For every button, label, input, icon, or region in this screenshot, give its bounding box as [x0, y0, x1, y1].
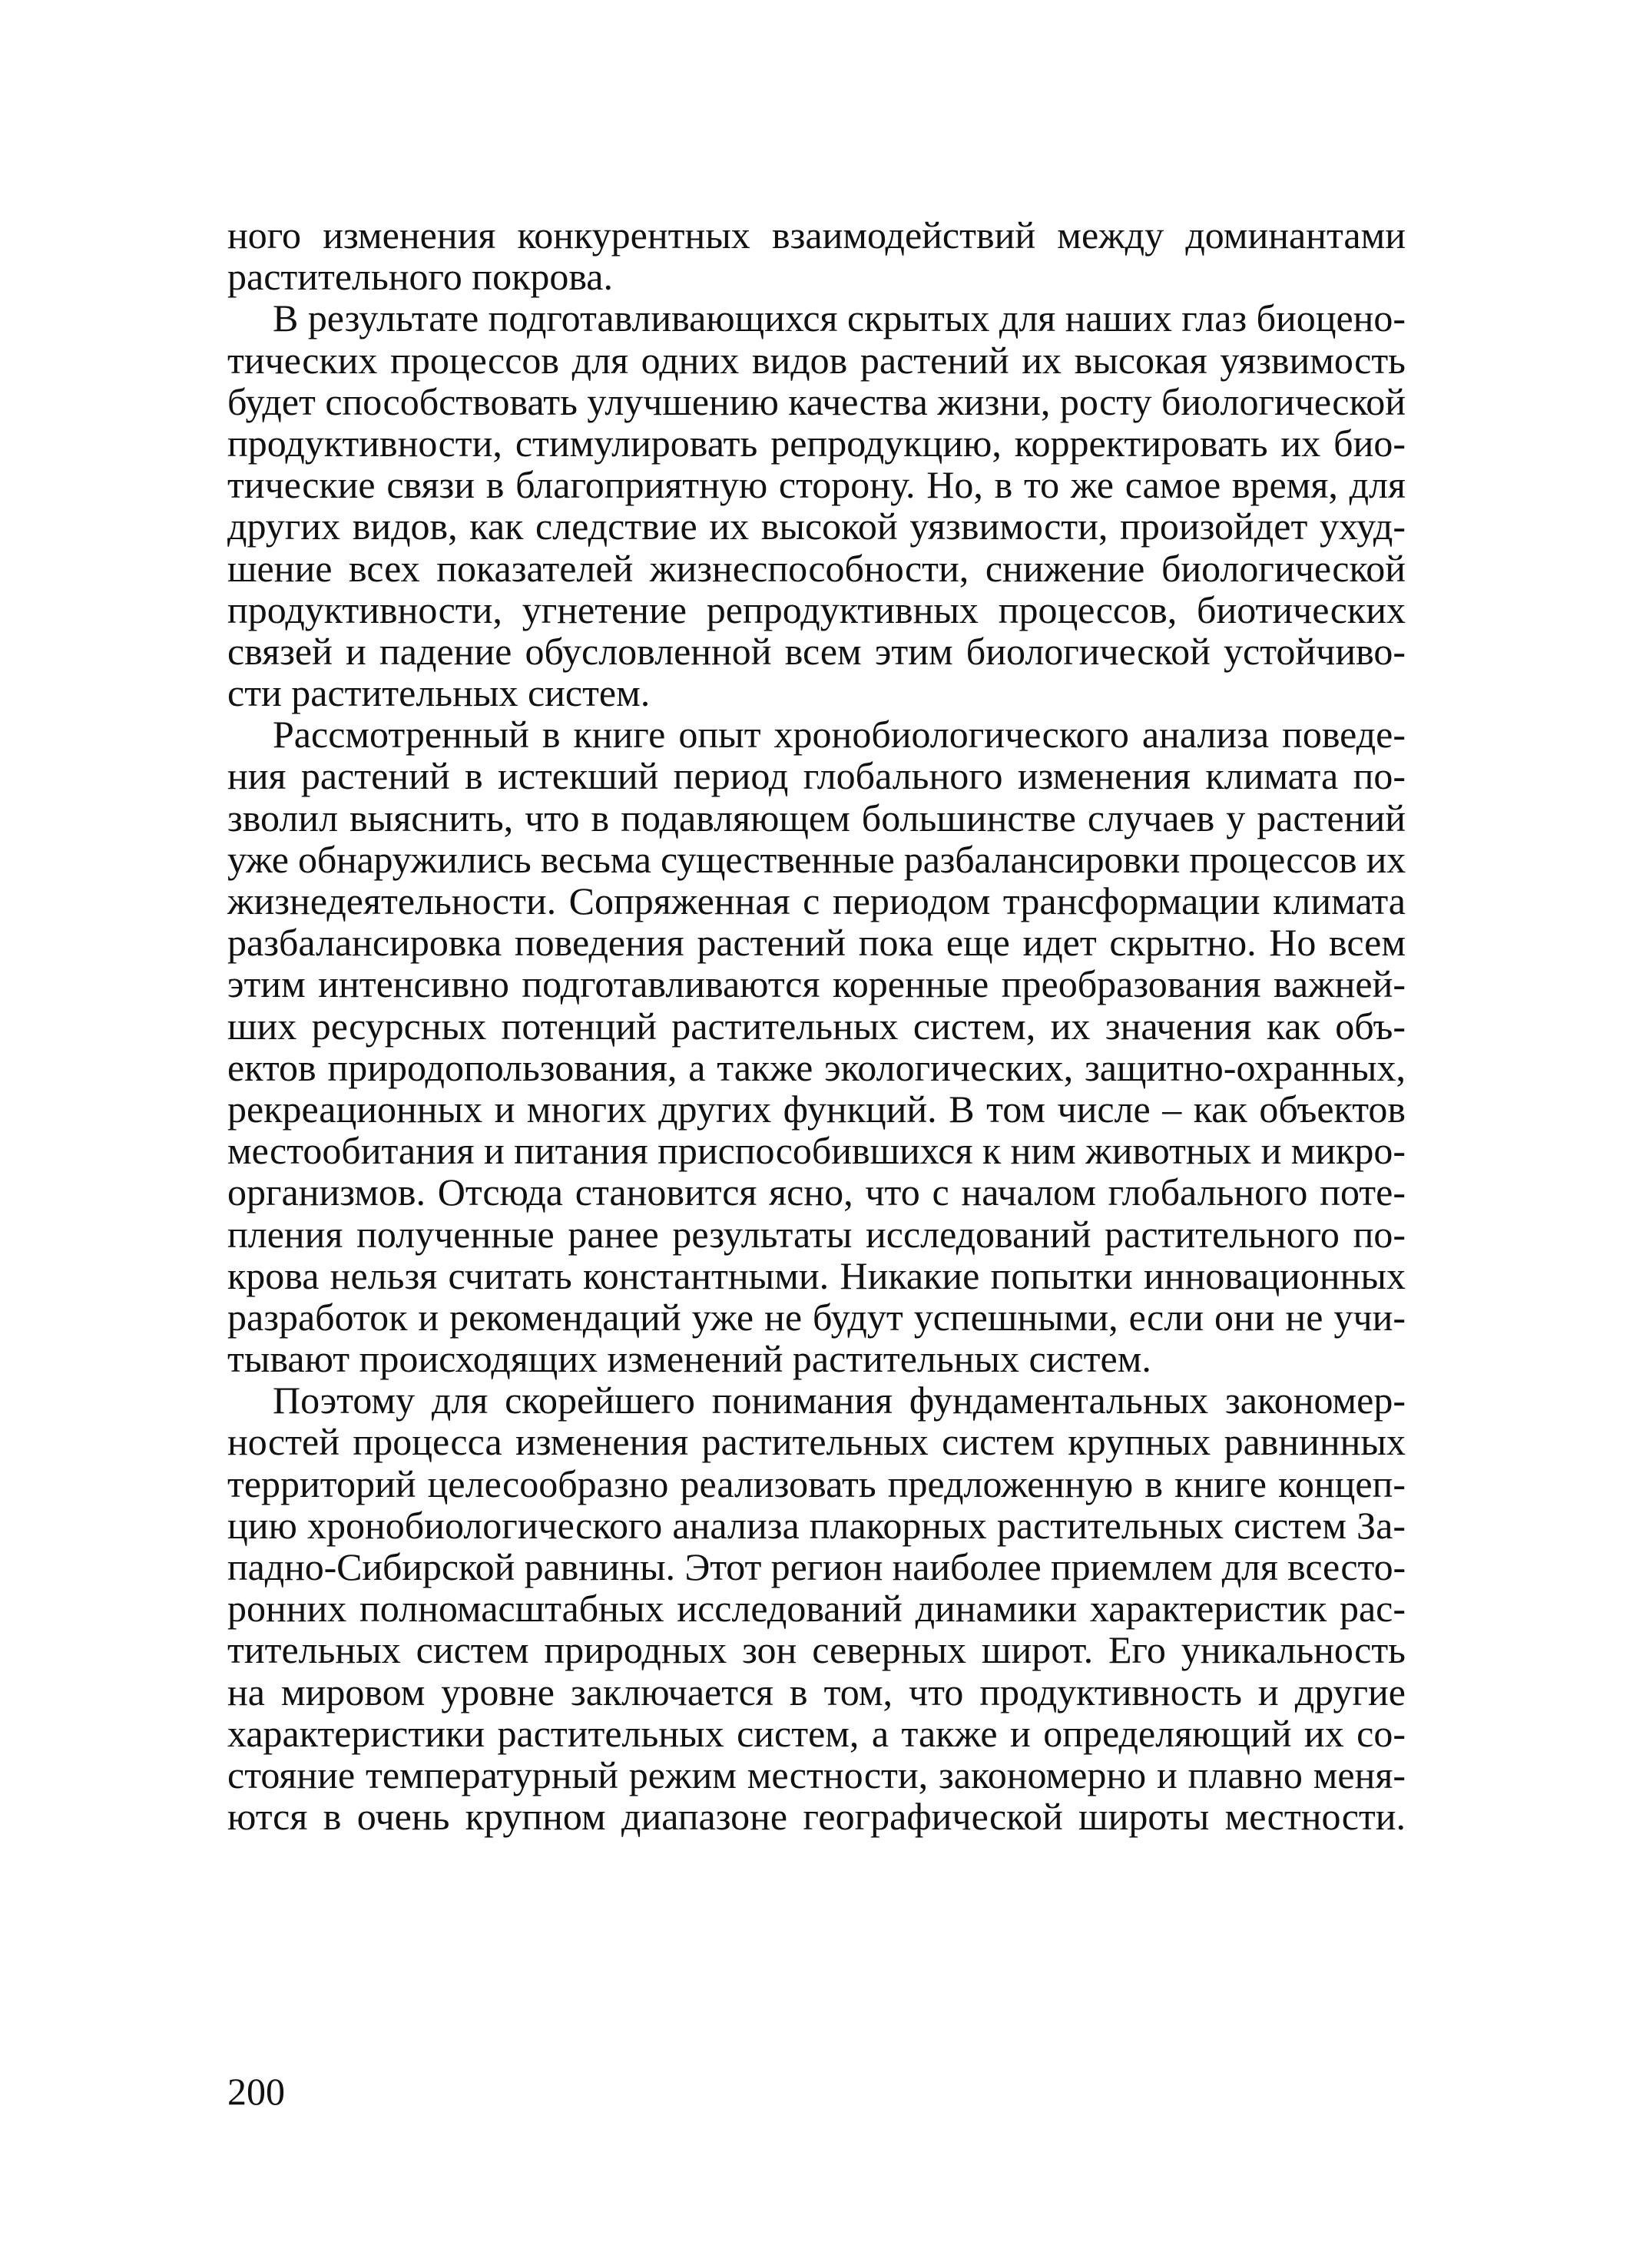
text-line: В результате подготавливающихся скрытых для наших глаз биоцено- — [273, 296, 1406, 340]
text-line: ния растений в истекший период глобального изменения климата по- — [227, 754, 1406, 798]
text-line: тительных систем природных зон северных широт. Его уникальность — [227, 1628, 1406, 1672]
text-line: тывают происходящих изменений растительных систем. — [227, 1337, 1151, 1381]
text-line: зволил выяснить, что в подавляющем большинстве случаев у растений — [227, 796, 1406, 839]
text-line: рекреационных и многих других функций. В том числе – как объектов — [227, 1087, 1406, 1131]
paragraph — [227, 297, 1406, 714]
text-line: тические связи в благоприятную сторону. Но, в то же самое время, для — [227, 463, 1406, 507]
text-line: крова нельзя считать константными. Никакие попытки инновационных — [227, 1253, 1406, 1297]
text-line: тических процессов для одних видов растений их высокая уязвимость — [227, 338, 1406, 382]
text-line: ного изменения конкурентных взаимодействий между доминантами — [227, 214, 1406, 257]
text-line: падно-Сибирской равнины. Этот регион наиболее приемлем для всесто- — [227, 1545, 1406, 1588]
text-line: ектов природопользования, а также экологических, защитно-охранных, — [227, 1045, 1406, 1089]
text-line: ронних полномасштабных исследований динамики характеристик рас- — [227, 1587, 1406, 1631]
text-line: пления полученные ранее результаты исследований растительного по- — [227, 1212, 1406, 1256]
text-line: этим интенсивно подготавливаются коренные преобразования важней- — [227, 962, 1406, 1006]
text-line: других видов, как следствие их высокой уязвимости, произойдет ухуд- — [227, 505, 1406, 548]
text-line: разработок и рекомендаций уже не будут успешными, если они не учи- — [227, 1295, 1406, 1339]
paragraph — [227, 214, 1406, 297]
text-line: связей и падение обусловленной всем этим биологической устойчиво- — [227, 629, 1406, 673]
paragraph — [227, 1379, 1406, 1837]
text-line: организмов. Отсюда становится ясно, что с началом глобального поте- — [227, 1170, 1406, 1214]
text-line: разбалансировка поведения растений пока еще идет скрытно. Но всем — [227, 921, 1406, 965]
text-line: будет способствовать улучшению качества жизни, росту биологической — [227, 379, 1406, 423]
text-line: территорий целесообразно реализовать предложенную в книге концеп- — [227, 1462, 1406, 1505]
body-text — [227, 214, 1406, 1837]
text-line: стояние температурный режим местности, закономерно и плавно меня- — [227, 1753, 1406, 1796]
text-line: шение всех показателей жизнеспособности, снижение биологической — [227, 546, 1406, 590]
text-line: ших ресурсных потенций растительных систем, их значения как объ- — [227, 1004, 1406, 1048]
text-line: жизнедеятельности. Сопряженная с периодом трансформации климата — [227, 879, 1406, 922]
text-line: уже обнаружились весьма существенные разбалансировки процессов их — [227, 837, 1406, 881]
text-line: на мировом уровне заключается в том, что продуктивность и другие — [227, 1670, 1406, 1713]
paragraph — [227, 714, 1406, 1379]
text-line: Рассмотренный в книге опыт хронобиологического анализа поведе- — [273, 713, 1406, 757]
text-line: местообитания и питания приспособившихся к ним животных и микро- — [227, 1129, 1406, 1173]
text-line: сти растительных систем. — [227, 671, 651, 715]
text-line: ются в очень крупном диапазоне географической широты местности. — [227, 1795, 1406, 1839]
text-line: продуктивности, стимулировать репродукцию, корректировать их био- — [227, 421, 1406, 465]
text-line: ностей процесса изменения растительных систем крупных равнинных — [227, 1420, 1406, 1464]
text-line: продуктивности, угнетение репродуктивных процессов, биотических — [227, 588, 1406, 631]
text-line: характеристики растительных систем, а также и определяющий их со- — [227, 1711, 1406, 1755]
text-line: растительного покрова. — [227, 255, 614, 299]
text-line: цию хронобиологического анализа плакорных растительных систем За- — [227, 1503, 1406, 1547]
page-number: 200 — [227, 2070, 285, 2113]
text-line: Поэтому для скорейшего понимания фундаментальных закономер- — [273, 1379, 1406, 1422]
